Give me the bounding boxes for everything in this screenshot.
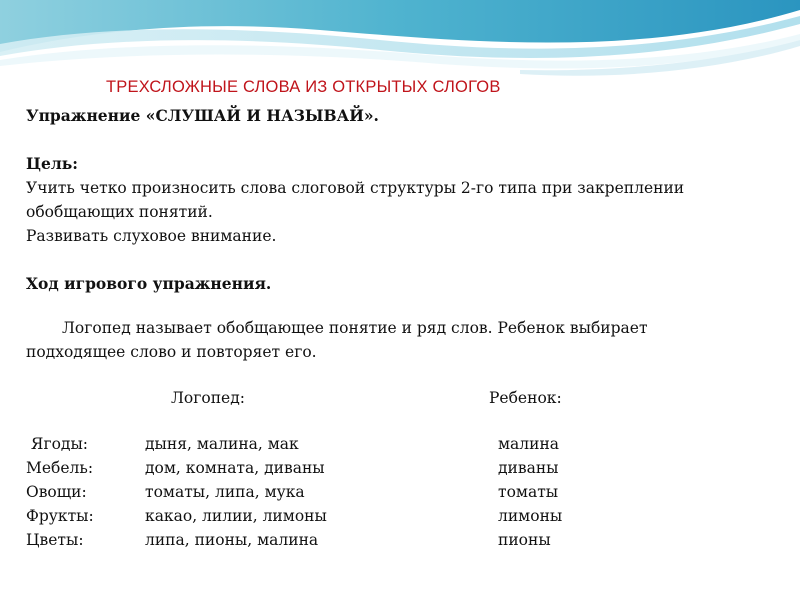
row-category: Цветы: xyxy=(26,531,84,549)
row-words: липа, пионы, малина xyxy=(145,531,319,549)
table-row xyxy=(26,432,786,456)
header-child: Ребенок: xyxy=(489,389,562,407)
slide-content xyxy=(26,104,786,552)
row-answer: пионы xyxy=(498,531,551,549)
procedure-line: Логопед называет обобщающее понятие и ряд слов. Ребенок выбирает xyxy=(62,319,648,337)
row-words: дом, комната, диваны xyxy=(145,459,325,477)
table-row xyxy=(26,528,786,552)
goal-line: Учить четко произносить слова слоговой структуры 2-го типа при закреплении xyxy=(26,179,685,197)
row-answer: томаты xyxy=(498,483,559,501)
exercise-title: Упражнение «СЛУШАЙ И НАЗЫВАЙ». xyxy=(26,106,379,125)
row-category: Овощи: xyxy=(26,483,87,501)
row-words: томаты, липа, мука xyxy=(145,483,305,501)
goal-line: Развивать слуховое внимание. xyxy=(26,227,277,245)
table-row xyxy=(26,456,786,480)
row-category: Фрукты: xyxy=(26,507,94,525)
slide-title: ТРЕХСЛОЖНЫЕ СЛОВА ИЗ ОТКРЫТЫХ СЛОГОВ xyxy=(106,78,501,96)
goal-line: обобщающих понятий. xyxy=(26,203,213,221)
table-row xyxy=(26,504,786,528)
row-category: Мебель: xyxy=(26,459,94,477)
procedure-heading: Ход игрового упражнения. xyxy=(26,274,272,293)
table-row xyxy=(26,480,786,504)
table-header xyxy=(26,386,786,410)
row-answer: малина xyxy=(498,435,560,453)
goal-heading: Цель: xyxy=(26,154,79,173)
header-wave-decoration xyxy=(0,0,800,80)
row-answer: лимоны xyxy=(498,507,563,525)
row-answer: диваны xyxy=(498,459,559,477)
row-words: какао, лилии, лимоны xyxy=(145,507,327,525)
procedure-line: подходящее слово и повторяет его. xyxy=(26,343,317,361)
header-speech-therapist: Логопед: xyxy=(171,389,245,407)
row-words: дыня, малина, мак xyxy=(145,435,299,453)
row-category: Ягоды: xyxy=(26,435,88,453)
